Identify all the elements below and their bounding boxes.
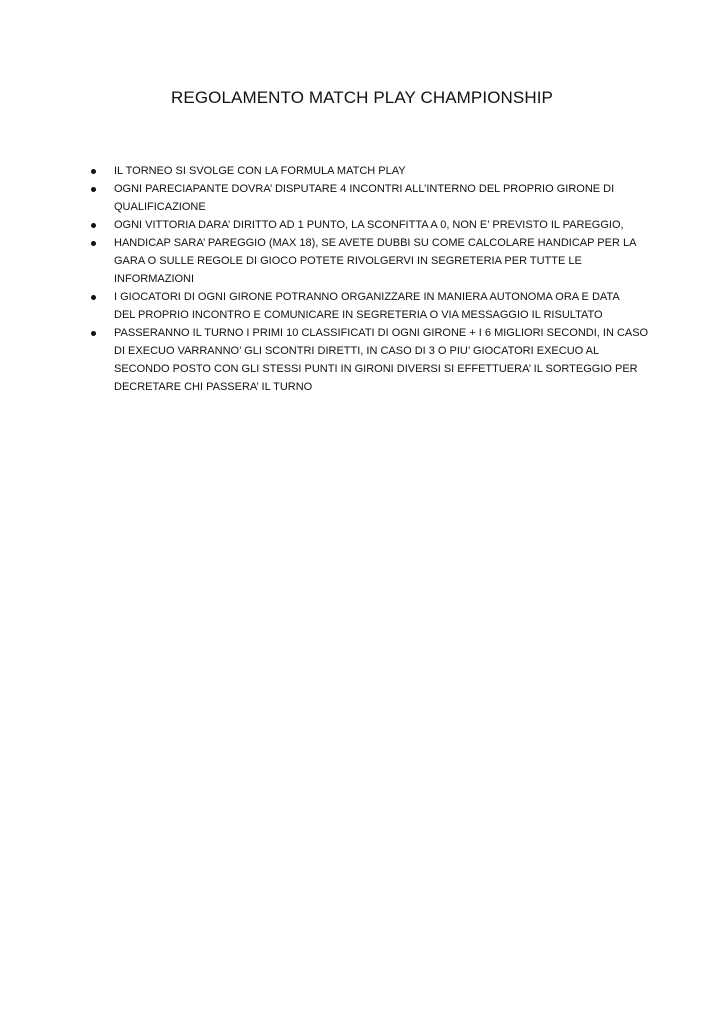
rule-item: [88, 288, 668, 324]
rule-text: OGNI PARECIAPANTE DOVRA’ DISPUTARE 4 INCONTRI ALL’INTERNO DEL PROPRIO GIRONE DI QUALIFICAZIONE: [114, 183, 615, 213]
rule-text: HANDICAP SARA’ PAREGGIO (MAX 18), SE AVETE DUBBI SU COME CALCOLARE HANDICAP PER LA GARA O SULLE REGOLE DI GIOCO POTETE RIVOLGERVI IN SEGRETERIA PER TUTTE LE INFORMAZIONI: [114, 237, 637, 285]
rule-item: [88, 162, 668, 180]
bullet-icon: [91, 169, 96, 174]
rule-item: [88, 324, 668, 396]
bullet-icon: [91, 295, 96, 300]
bullet-icon: [91, 331, 96, 336]
rule-text: I GIOCATORI DI OGNI GIRONE POTRANNO ORGANIZZARE IN MANIERA AUTONOMA ORA E DATA DEL PROPRIO INCONTRO E COMUNICARE IN SEGRETERIA O VIA MESSAGGIO IL RISULTATO: [114, 291, 620, 321]
rule-item: [88, 234, 668, 288]
bullet-icon: [91, 223, 96, 228]
rule-text: IL TORNEO SI SVOLGE CON LA FORMULA MATCH PLAY: [114, 165, 406, 177]
rule-item: [88, 216, 668, 234]
document-title: REGOLAMENTO MATCH PLAY CHAMPIONSHIP: [171, 88, 553, 107]
rule-text: PASSERANNO IL TURNO I PRIMI 10 CLASSIFICATI DI OGNI GIRONE + I 6 MIGLIORI SECONDI, IN CASO DI EXECUO VARRANNO’ GLI SCONTRI DIRETTI, IN CASO DI 3 O PIU’ GIOCATORI EXECUO AL SECONDO POSTO CON GLI STESSI PUNTI IN GIRONI DIVERSI SI EFFETTUERA’ IL SORTEGGIO PER DECRETARE CHI PASSERA’ IL TURNO: [114, 327, 649, 393]
rules-list: [88, 162, 668, 396]
rule-item: [88, 180, 668, 216]
bullet-icon: [91, 187, 96, 192]
bullet-icon: [91, 241, 96, 246]
rule-text: OGNI VITTORIA DARA’ DIRITTO AD 1 PUNTO, LA SCONFITTA A 0, NON E’ PREVISTO IL PAREGGIO,: [114, 219, 624, 231]
